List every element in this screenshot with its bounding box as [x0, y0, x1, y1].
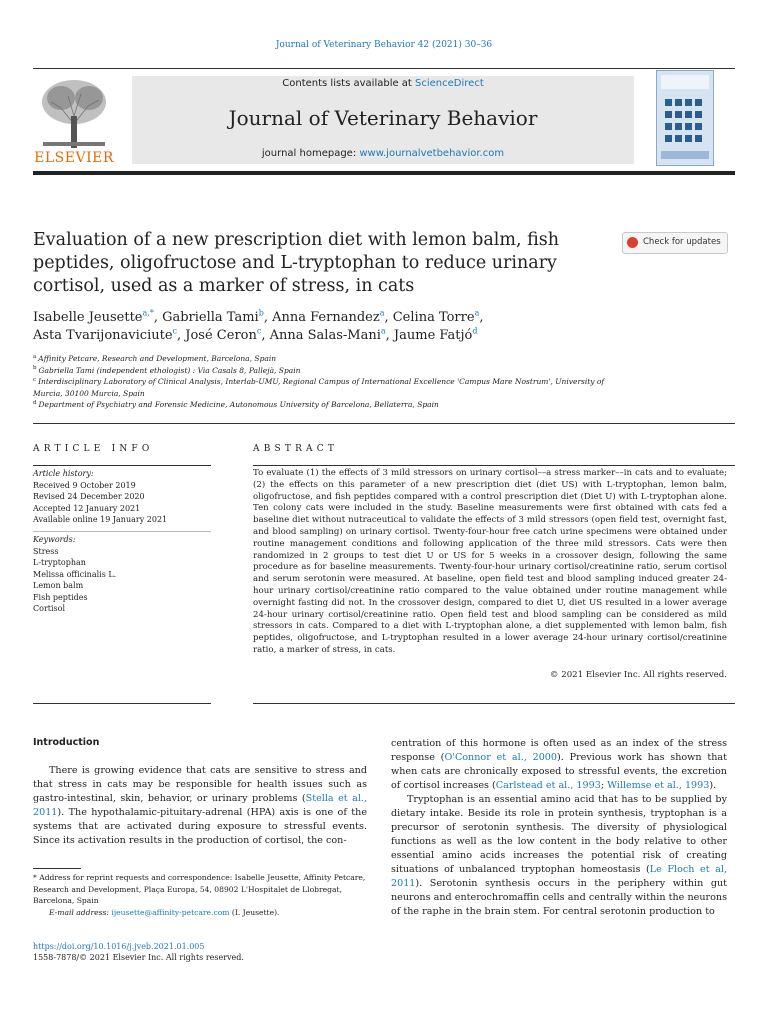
author-name: José Ceron [185, 328, 257, 343]
section-heading: Introduction [33, 737, 100, 748]
footnote-email [33, 907, 367, 919]
issn-line: 1558-7878/© 2021 Elsevier Inc. All rights reserved. [33, 953, 244, 962]
homepage-line [132, 148, 634, 159]
body-paragraph [391, 737, 727, 793]
author-name: Celina Torre [392, 310, 475, 325]
affiliation-label: c [33, 376, 37, 383]
keyword: Melissa officinalis L. [33, 569, 117, 579]
author-name: Anna Salas-Mani [269, 328, 381, 343]
footnote-mark: * [33, 873, 37, 882]
doi-link[interactable]: https://doi.org/10.1016/j.jveb.2021.01.005 [33, 942, 205, 951]
correspondence-footnote [33, 872, 367, 918]
citation-link[interactable]: Stella et al., 2011 [33, 793, 367, 818]
check-updates-label: Check for updates [643, 237, 721, 247]
author-separator: , [385, 328, 394, 343]
email-label: E-mail address: [49, 907, 112, 917]
history-item: Revised 24 December 2020 [33, 492, 145, 501]
contents-line [132, 78, 634, 89]
affiliation-link[interactable]: b [258, 308, 264, 318]
affiliation-label: a [33, 353, 37, 360]
author-name: Jaume Fatjó [393, 328, 473, 343]
body-text: Tryptophan is an essential amino acid that has to be supplied by dietary intake. Beside its role in protein synthesis, tryptophan is a precursor of serotonin synthesis. The diversity of physiological functions as well as the low content in the body relative to other essential amino acids increases the potential risk of creating situations of unbalanced tryptophan homeostasis ( [391, 794, 727, 875]
body-text: ). Previous work has shown that when cats are chronically exposed to stressful events, the excretion of cortisol increases ( [391, 752, 727, 791]
footnote-address [33, 872, 367, 907]
divider [33, 423, 735, 424]
article-info-heading: ARTICLE INFO [33, 444, 154, 454]
divider [33, 531, 211, 532]
divider [33, 171, 735, 175]
author-separator: , [153, 310, 163, 325]
affiliation-text: Affinity Petcare, Research and Development, Barcelona, Spain [38, 354, 277, 363]
homepage-prefix: journal homepage: [261, 148, 360, 159]
keyword: Fish peptides [33, 592, 88, 602]
citation-link[interactable]: Willemse et al., 1993 [607, 780, 710, 791]
author-separator: , [177, 328, 186, 343]
affiliation-label: d [33, 399, 37, 406]
divider [33, 68, 735, 69]
body-text: centration of this hormone is often used as an index of the stress response ( [391, 738, 727, 763]
affiliation-text: Gabriella Tami (independent ethologist) : Via Casals 8, Pallejà, Spain [38, 365, 301, 375]
abstract-heading: ABSTRACT [253, 444, 339, 454]
author-separator: , [263, 310, 273, 325]
affiliations [33, 353, 633, 411]
divider [253, 703, 735, 704]
keywords-label: Keywords: [33, 535, 76, 544]
running-header[interactable]: Journal of Veterinary Behavior 42 (2021) 30–36 [275, 40, 493, 50]
body-column-right [391, 737, 727, 919]
contents-prefix: Contents lists available at [282, 78, 416, 89]
abstract-text: To evaluate (1) the effects of 3 mild stressors on urinary cortisol––a stress marker––in cats and to evaluate; (2) the effects on this parameter of a new prescription diet (diet US) with L-tryptophan, lemon balm, oligofructose, and fish peptides compared with a control prescription diet (Diet U) with L-tryptophan alone. Ten colony cats were included in the study. Baseline measurements were first obtained with cats fed a baseline diet without nutraceutical to validate the effects of 3 mild stressors (open field test, overnight fast, and blood sampling) on urinary cortisol. Twenty-four-hour free catch urine specimens were obtained under routine management conditions and following application of the three mild stressors. Cats were then randomized in 2 groups to test diet U or US for 5 weeks in a crossover design, following the same procedure as for baseline measurements. Twenty-four-hour urinary cortisol/creatinine ratio, serum cortisol and serum serotonin were measured. At baseline, open field test and blood sampling induced greater 24-hour urinary cortisol/creatinine ratio compared to the value obtained under routine management while overnight fasting did not. In the crossover design, compared to diet U, diet US resulted in a lower average 24-hour urinary cortisol/creatinine ratio. Open field test and blood sampling can be considered as mild stressors in cats. Compared to a diet with L-tryptophan alone, a diet supplemented with lemon balm, fish peptides, oligofructose, and L-tryptophan resulted in a lower average 24-hour urinary cortisol/creatinine ratio, a marker of stress, in cats. [253, 468, 727, 655]
journal-cover-thumbnail[interactable] [656, 70, 714, 166]
affiliation-link[interactable]: a [379, 308, 385, 318]
affiliation-link[interactable]: a [474, 308, 480, 318]
affiliation-link[interactable]: a [380, 326, 386, 336]
affiliation-item [33, 376, 633, 399]
author-separator: , [261, 328, 270, 343]
author-name: Gabriella Tami [162, 310, 259, 325]
keyword: L-tryptophan [33, 558, 86, 567]
history-label: Article history: [33, 469, 94, 478]
affiliation-label: b [33, 365, 37, 371]
history-item: Received 9 October 2019 [33, 480, 136, 490]
affiliation-link[interactable]: c [172, 326, 177, 336]
author-name: Asta Tvarijonaviciute [33, 328, 173, 343]
divider [33, 465, 211, 466]
author-name: Anna Fernandez [272, 310, 380, 325]
keyword: Lemon balm [33, 581, 84, 590]
author-separator: , [479, 310, 484, 325]
body-text: ). The hypothalamic-pituitary-adrenal (HPA) axis is one of the systems that are activated during exposure to stressful events. Since its activation results in the production of cortisol, the con- [33, 807, 367, 846]
history-item: Available online 19 January 2021 [33, 515, 168, 524]
email-link[interactable]: ijeusette@affinity-petcare.com [111, 907, 230, 917]
journal-homepage-link[interactable]: www.journalvetbehavior.com [359, 148, 505, 159]
affiliation-text: Interdisciplinary Laboratory of Clinical Analysis, Interlab-UMU, Regional Campus of International Excellence 'Campus Mare Nostrum', University of Murcia, 30100 Murcia, Spain [33, 377, 605, 398]
affiliation-link[interactable]: d [472, 326, 478, 336]
journal-banner [132, 76, 634, 164]
sciencedirect-link[interactable]: ScienceDirect [415, 78, 484, 89]
history-item: Accepted 12 January 2021 [33, 503, 141, 513]
email-suffix: (I. Jeusette). [229, 907, 280, 917]
keyword: Stress [33, 546, 59, 556]
body-text: ). Serotonin synthesis occurs in the periphery within gut neurons and enterochromaffin cells and centrally within the neurons of the raphe in the brain stem. For central serotonin production to [391, 878, 727, 917]
affiliation-item [33, 399, 633, 411]
body-paragraph [391, 793, 727, 919]
citation-link[interactable]: Le Floch et al, 2011 [391, 864, 728, 889]
author-name: Isabelle Jeusette [33, 310, 143, 325]
affiliation-item [33, 353, 633, 365]
article-history [33, 468, 211, 526]
citation-link[interactable]: Carlstead et al., 1993 [495, 780, 601, 791]
author-list [33, 309, 623, 345]
article-title: Evaluation of a new prescription diet with lemon balm, fish peptides, oligofructose and L-tryptophan to reduce urinary cortisol, used as a marker of stress, in cats [33, 230, 559, 296]
affiliation-link[interactable]: a,* [142, 308, 154, 318]
elsevier-wordmark: ELSEVIER [34, 150, 114, 166]
divider [253, 465, 735, 466]
check-for-updates-button[interactable] [622, 232, 728, 254]
journal-title: Journal of Veterinary Behavior [228, 106, 538, 130]
author-separator: , [384, 310, 393, 325]
footnote-text: Address for reprint requests and correspondence: Isabelle Jeusette, Affinity Petcare, Research and Development, Plaça Europa, 54, 08902 L'Hospitalet de Llobregat, Barcelona, Spain [33, 873, 366, 905]
citation-link[interactable]: O'Connor et al., 2000 [444, 752, 558, 763]
footnote-divider [33, 868, 81, 869]
body-paragraph [33, 764, 367, 848]
body-text: There is growing evidence that cats are sensitive to stress and that stress in cats may be responsible for health issues such as gastro-intestinal, skin, behavior, or urinary problems ( [33, 765, 367, 804]
body-text: ). [709, 780, 717, 791]
affiliation-link[interactable]: c [256, 326, 262, 336]
affiliation-text: Department of Psychiatry and Forensic Medicine, Autonomous University of Barcelona, Bellaterra, Spain [38, 400, 439, 409]
affiliation-item [33, 365, 633, 377]
keywords [33, 534, 211, 615]
body-text: ; [600, 780, 608, 791]
keyword: Cortisol [33, 604, 66, 613]
crossmark-icon [627, 237, 638, 248]
divider [33, 703, 211, 704]
abstract-copyright: © 2021 Elsevier Inc. All rights reserved. [549, 670, 727, 680]
